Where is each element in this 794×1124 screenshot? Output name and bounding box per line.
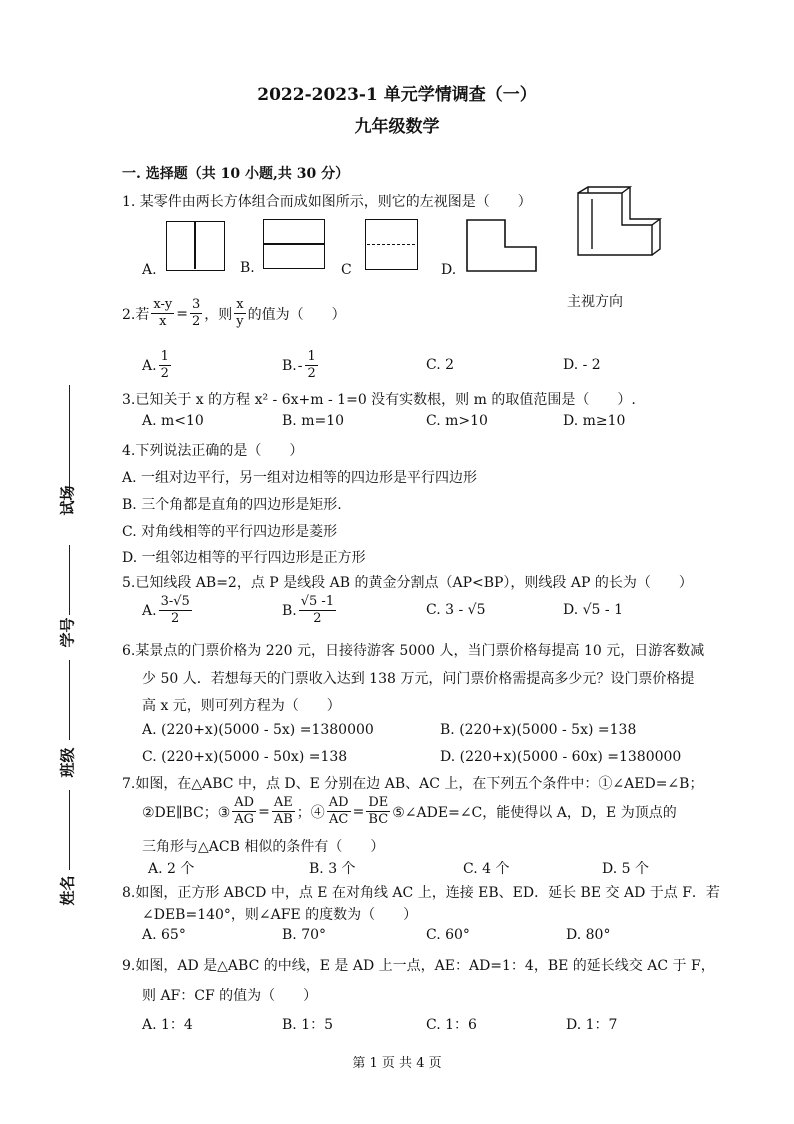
q7-fraction-4 xyxy=(366,795,390,828)
q3-option-d: D. m≥10 xyxy=(563,413,626,429)
q5-option-a-denominator: 2 xyxy=(171,611,180,626)
q5-option-c: C. 3 - √5 xyxy=(426,602,486,618)
q7-condition-2: ②DE∥BC；③ xyxy=(142,804,231,821)
question-6-line-2: 少 50 人．若想每天的门票收入达到 138 万元，问门票价格需提高多少元？设门票价格提 xyxy=(142,671,695,687)
question-9-line-1: 9.如图，AD 是△ABC 的中线，E 是 AD 上一点，AE：AD=1：4，BE 的延长线交 AC 于 F， xyxy=(122,958,715,974)
q1-option-a-figure xyxy=(166,221,225,271)
question-5-stem: 5.已知线段 AB=2，点 P 是线段 AB 的黄金分割点（AP<BP），则线段 AP 的长为（ ） xyxy=(122,575,693,591)
side-label-class: 班级 xyxy=(58,747,77,778)
q5-option-a xyxy=(142,594,194,627)
q2-option-b-numerator: 1 xyxy=(307,349,316,364)
q2-option-b-label: B. xyxy=(282,357,297,374)
q2-option-d: D. - 2 xyxy=(563,357,601,373)
q1-option-a-label: A. xyxy=(142,262,157,278)
q5-option-b xyxy=(282,594,338,627)
q6-option-a: A. (220+x)(5000 - 5x) =1380000 xyxy=(142,722,374,738)
q2-option-a-label: A. xyxy=(142,357,157,374)
q2-prefix: 2.若 xyxy=(122,306,150,323)
q7-fraction-1-numerator: AD xyxy=(234,795,255,810)
q4-option-c: C. 对角线相等的平行四边形是菱形 xyxy=(122,524,338,540)
q2-fraction-1-denominator: x xyxy=(159,314,167,329)
q1-option-c-label: C xyxy=(341,262,352,278)
q2-fraction-3-numerator: x xyxy=(234,297,245,314)
q1-3d-part-figure xyxy=(570,185,670,277)
page-number: 第 1 页 共 4 页 xyxy=(352,1056,442,1071)
q7-fraction-2 xyxy=(272,795,295,828)
q5-option-b-label: B. xyxy=(282,602,297,619)
q7-condition-5: ⑤∠ADE=∠C，能使得以 A，D，E 为顶点的 xyxy=(392,804,677,821)
q7-condition-4: ；④ xyxy=(296,804,325,821)
question-6-line-1: 6.某景点的门票价格为 220 元，日接待游客 5000 人，当门票价格每提高 10 元，日游客数减 xyxy=(122,643,705,659)
side-line-student-no xyxy=(69,545,70,615)
q4-option-d: D. 一组邻边相等的平行四边形是正方形 xyxy=(122,550,366,566)
side-label-name: 姓名 xyxy=(58,875,77,906)
q7-fraction-3-numerator: AD xyxy=(328,795,349,810)
q5-option-b-fraction xyxy=(299,594,336,627)
q5-option-a-label: A. xyxy=(142,602,157,619)
question-9-line-2: 则 AF：CF 的值为（ ） xyxy=(142,988,318,1004)
q2-fraction-2 xyxy=(190,297,202,330)
q6-option-b: B. (220+x)(5000 - 5x) =138 xyxy=(440,722,637,738)
q2-fraction-3-denominator: y xyxy=(236,314,244,329)
q2-option-a-fraction xyxy=(159,349,171,382)
q2-fraction-1-numerator: x-y xyxy=(153,297,173,312)
q7-fraction-1 xyxy=(232,795,256,828)
q9-option-a: A. 1：4 xyxy=(142,1017,193,1033)
page-title: 2022-2023-1 单元学情调查（一） xyxy=(257,85,537,105)
section-title: 一. 选择题（共 10 小题,共 30 分） xyxy=(122,166,350,182)
q7-equals-1: = xyxy=(258,803,270,820)
q2-option-b-minus: - xyxy=(297,357,303,374)
q2-fraction-1 xyxy=(151,297,174,330)
q5-option-a-fraction xyxy=(159,594,192,627)
q1-option-b-label: B. xyxy=(240,260,255,276)
q2-mid: ，则 xyxy=(204,306,233,323)
q7-option-a: A. 2 个 xyxy=(148,861,195,877)
q7-option-d: D. 5 个 xyxy=(602,861,649,877)
q3-option-b: B. m=10 xyxy=(282,413,345,429)
q1-option-d-label: D. xyxy=(441,262,457,278)
side-line-name xyxy=(69,790,70,870)
q1-option-a-divider xyxy=(194,221,196,269)
question-4-stem: 4.下列说法正确的是（ ） xyxy=(122,443,304,459)
q7-fraction-1-denominator: AG xyxy=(234,812,255,827)
q8-option-b: B. 70° xyxy=(282,927,327,943)
question-1-stem: 1. 某零件由两长方体组合而成如图所示，则它的左视图是（ ） xyxy=(122,194,532,210)
question-8-line-1: 8.如图，正方形 ABCD 中，点 E 在对角线 AC 上，连接 EB、ED．延长 BE 交 AD 于点 F．若 xyxy=(122,885,720,901)
side-line-class xyxy=(69,660,70,740)
q9-option-c: C. 1：6 xyxy=(426,1017,477,1033)
side-label-student-no: 学号 xyxy=(58,617,77,648)
q5-option-d: D. √5 - 1 xyxy=(563,602,623,618)
q8-option-c: C. 60° xyxy=(426,927,470,943)
q2-option-b-denominator: 2 xyxy=(307,366,316,381)
q1-option-d-figure xyxy=(462,217,542,275)
side-line-exam-room xyxy=(69,385,70,495)
q9-option-b: B. 1：5 xyxy=(282,1017,334,1033)
q2-fraction-3 xyxy=(234,297,245,330)
q4-option-a: A. 一组对边平行，另一组对边相等的四边形是平行四边形 xyxy=(122,470,478,486)
q2-option-c: C. 2 xyxy=(426,357,455,373)
q7-fraction-3-denominator: AC xyxy=(329,812,349,827)
q7-equals-2: = xyxy=(352,803,365,820)
q7-option-c: C. 4 个 xyxy=(463,861,510,877)
q2-fraction-2-denominator: 2 xyxy=(191,314,201,329)
q7-fraction-2-denominator: AB xyxy=(273,812,293,827)
q2-option-a-denominator: 2 xyxy=(160,366,169,381)
page-subtitle: 九年级数学 xyxy=(354,117,440,137)
question-6-line-3: 高 x 元，则可列方程为（ ） xyxy=(142,698,341,714)
q8-option-a: A. 65° xyxy=(142,927,186,943)
q4-option-b: B. 三个角都是直角的四边形是矩形. xyxy=(122,497,342,513)
q2-option-b-fraction xyxy=(305,349,317,382)
q7-fraction-3 xyxy=(327,795,351,828)
q7-option-b: B. 3 个 xyxy=(309,861,356,877)
q6-option-d: D. (220+x)(5000 - 60x) =1380000 xyxy=(440,749,682,765)
question-7-line-2 xyxy=(142,795,677,828)
q5-option-a-numerator: 3-√5 xyxy=(160,594,190,609)
q1-caption: 主视方向 xyxy=(567,294,623,310)
q1-option-b-divider xyxy=(263,243,324,245)
q2-option-a xyxy=(142,349,173,382)
question-7-line-3: 三角形与△ACB 相似的条件有（ ） xyxy=(142,839,385,855)
question-3-stem: 3.已知关于 x 的方程 x² - 6x+m - 1=0 没有实数根，则 m 的取值范围是（ ）. xyxy=(122,392,636,408)
q8-option-d: D. 80° xyxy=(566,927,611,943)
q2-option-a-numerator: 1 xyxy=(160,349,169,364)
q6-option-c: C. (220+x)(5000 - 50x) =138 xyxy=(142,749,348,765)
q7-fraction-4-denominator: BC xyxy=(368,812,389,827)
q2-equals: = xyxy=(176,305,188,322)
question-8-line-2: ∠DEB=140°，则∠AFE 的度数为（ ） xyxy=(142,907,418,923)
q2-option-b xyxy=(282,349,320,382)
q7-fraction-4-numerator: DE xyxy=(368,795,389,810)
q9-option-d: D. 1：7 xyxy=(566,1017,618,1033)
question-7-line-1: 7.如图，在△ABC 中，点 D、E 分别在边 AB、AC 上，在下列五个条件中：①∠AED=∠B； xyxy=(122,776,704,792)
question-2-stem xyxy=(122,297,346,330)
q2-fraction-2-numerator: 3 xyxy=(191,297,201,312)
q3-option-a: A. m<10 xyxy=(142,413,204,429)
q3-option-c: C. m>10 xyxy=(426,413,488,429)
q2-suffix: 的值为（ ） xyxy=(247,306,346,323)
q5-option-b-numerator: √5 -1 xyxy=(300,594,335,609)
q7-fraction-2-numerator: AE xyxy=(272,795,295,812)
side-label-exam-room: 试场 xyxy=(58,485,77,516)
q5-option-b-denominator: 2 xyxy=(313,611,322,626)
q1-option-c-dashed-line xyxy=(367,244,415,245)
